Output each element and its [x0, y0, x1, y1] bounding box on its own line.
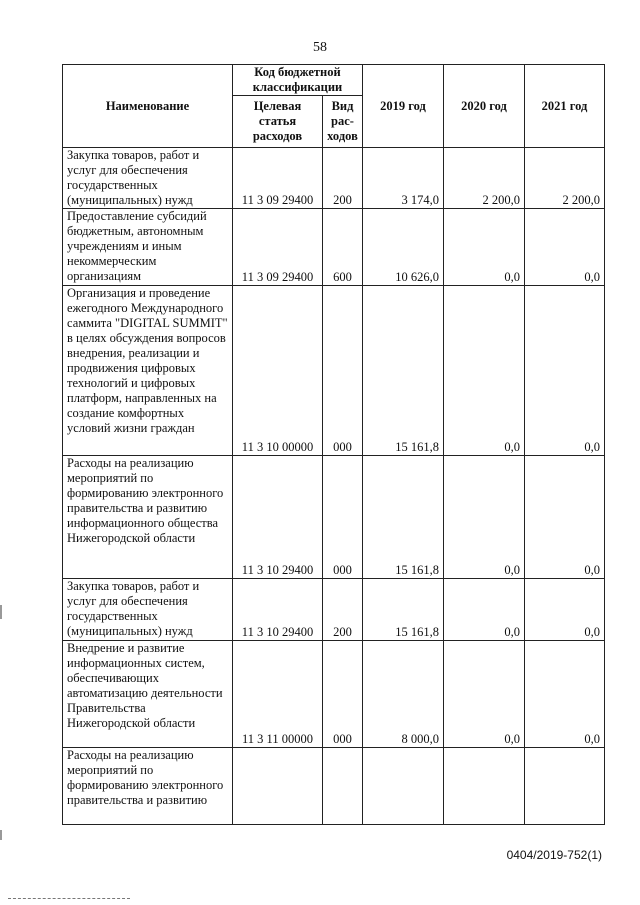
- row-2021: 0,0: [525, 456, 605, 579]
- table-row: [63, 641, 605, 748]
- row-code: 11 3 10 29400: [233, 579, 323, 641]
- row-2021: [525, 748, 605, 825]
- row-code: 11 3 09 29400: [233, 148, 323, 209]
- row-2021: 0,0: [525, 641, 605, 748]
- row-code: 11 3 09 29400: [233, 209, 323, 286]
- row-2020: 0,0: [444, 579, 525, 641]
- header-expense-type: Вид рас-ходов: [323, 96, 363, 148]
- row-type: 000: [323, 456, 363, 579]
- row-2020: 0,0: [444, 456, 525, 579]
- row-name: Расходы на реализацию мероприятий по формированию электронного правительства и развитию информационного общества Нижегородской области: [63, 456, 233, 579]
- document-code: 0404/2019-752(1): [506, 848, 602, 862]
- row-2019: 15 161,8: [363, 579, 444, 641]
- row-type: [323, 748, 363, 825]
- row-type: 200: [323, 148, 363, 209]
- row-code: 11 3 10 00000: [233, 286, 323, 456]
- table-row: [63, 579, 605, 641]
- row-code: 11 3 11 00000: [233, 641, 323, 748]
- row-name: Внедрение и развитие информационных систем, обеспечивающих автоматизацию деятельности Правительства Нижегородской области: [63, 641, 233, 748]
- row-2020: 0,0: [444, 286, 525, 456]
- scan-mark: [0, 830, 2, 840]
- row-2019: 15 161,8: [363, 456, 444, 579]
- table-row: [63, 209, 605, 286]
- row-2020: [444, 748, 525, 825]
- row-name: Организация и проведение ежегодного Международного саммита "DIGITAL SUMMIT" в целях обсуждения вопросов внедрения, реализации и продвижения цифровых технологий и цифровых платформ, направленных на создание комфортных условий жизни граждан: [63, 286, 233, 456]
- header-2020: 2020 год: [444, 65, 525, 148]
- table-row: [63, 748, 605, 825]
- row-2020: 0,0: [444, 209, 525, 286]
- row-type: 600: [323, 209, 363, 286]
- row-2020: 0,0: [444, 641, 525, 748]
- scan-edge-line: [8, 898, 130, 899]
- row-type: 000: [323, 286, 363, 456]
- row-2019: 15 161,8: [363, 286, 444, 456]
- scan-mark: [0, 605, 2, 619]
- row-code: 11 3 10 29400: [233, 456, 323, 579]
- row-name: Закупка товаров, работ и услуг для обеспечения государственных (муниципальных) нужд: [63, 579, 233, 641]
- header-2021: 2021 год: [525, 65, 605, 148]
- row-name: Расходы на реализацию мероприятий по формированию электронного правительства и развитию: [63, 748, 233, 825]
- row-2019: 10 626,0: [363, 209, 444, 286]
- row-2019: 8 000,0: [363, 641, 444, 748]
- row-2021: 0,0: [525, 579, 605, 641]
- header-name: Наименование: [63, 65, 233, 148]
- table-row: [63, 286, 605, 456]
- row-type: 200: [323, 579, 363, 641]
- row-2021: 0,0: [525, 286, 605, 456]
- row-2021: 2 200,0: [525, 148, 605, 209]
- header-target-article: Целевая статья расходов: [233, 96, 323, 148]
- row-2019: 3 174,0: [363, 148, 444, 209]
- row-2020: 2 200,0: [444, 148, 525, 209]
- row-2019: [363, 748, 444, 825]
- row-name: Предоставление субсидий бюджетным, автономным учреждениям и иным некоммерческим организациям: [63, 209, 233, 286]
- table-row: [63, 148, 605, 209]
- table-row: [63, 456, 605, 579]
- budget-table: [62, 64, 605, 825]
- row-type: 000: [323, 641, 363, 748]
- row-code: [233, 748, 323, 825]
- row-name: Закупка товаров, работ и услуг для обеспечения государственных (муниципальных) нужд: [63, 148, 233, 209]
- row-2021: 0,0: [525, 209, 605, 286]
- header-2019: 2019 год: [363, 65, 444, 148]
- page-number: 58: [313, 40, 327, 55]
- header-budget-code: Код бюджетной классификации: [233, 65, 363, 96]
